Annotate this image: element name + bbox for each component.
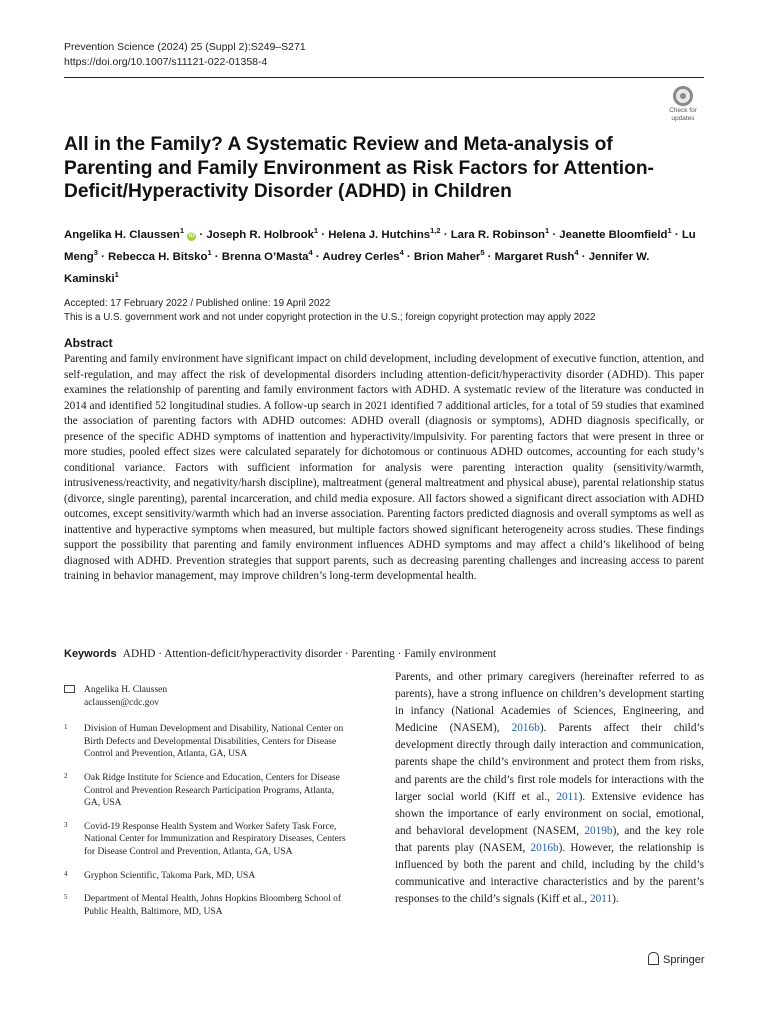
author-affiliation-mark: 3 — [93, 248, 98, 258]
affiliation — [64, 723, 354, 761]
author[interactable] — [450, 226, 550, 241]
publisher-name: Springer — [663, 954, 705, 966]
affiliation-text: Covid-19 Response Health System and Worker Safety Task Force, National Center for Immunization and Respiratory Diseases, Centers for Disease Control and Prevention, Atlanta, GA, USA — [84, 821, 346, 857]
citation-link[interactable]: 2011 — [589, 893, 613, 906]
author[interactable] — [64, 226, 196, 241]
intro-text: ). Extensive evidence has shown the importance of early environment on social, emotional, and behavioral development (NASEM, — [395, 790, 704, 837]
accepted-published-line: Accepted: 17 February 2022 / Published online: 19 April 2022 — [64, 298, 331, 309]
affiliation-number: 1 — [64, 723, 68, 732]
abstract-heading: Abstract — [64, 336, 113, 350]
author-separator: · — [403, 251, 414, 264]
intro-text: ). However, the relationship is influenced by both the parent and child, including by the child’s communicative and interactive characteristics and by the parent’s responses to the child’s signals (Kiff et al., — [395, 841, 704, 906]
author-affiliation-mark: 4 — [308, 248, 313, 258]
affiliation — [64, 893, 354, 918]
author-affiliation-mark: 1 — [179, 226, 185, 235]
affiliation-text: Division of Human Development and Disability, National Center on Birth Defects and Developmental Disabilities, Centers for Disease Control and Prevention, Atlanta, GA, USA — [84, 724, 344, 760]
affiliation-text: Gryphon Scientific, Takoma Park, MD, USA — [84, 870, 256, 881]
citation-link[interactable]: 2016b — [530, 841, 559, 854]
author-affiliation-mark: 1 — [313, 226, 319, 235]
author-name: Audrey Cerles — [322, 251, 400, 264]
intro-text: ). Parents affect their child’s development directly through daily interaction and communication, parents shape the child’s environment and protect them from risks, and parents are the child’s first role models for interactions with the larger social world (Kiff et al., — [395, 722, 704, 803]
author-name: Lara R. Robinson — [450, 228, 545, 241]
author-affiliation-mark: 1 — [667, 226, 672, 235]
footnotes-column — [64, 684, 354, 929]
citation-link[interactable]: 2019b — [584, 824, 613, 837]
author[interactable] — [322, 248, 404, 264]
affiliation — [64, 870, 354, 883]
author[interactable] — [328, 226, 441, 241]
author-name: Margaret Rush — [494, 251, 575, 264]
author[interactable] — [206, 226, 319, 241]
copyright-line: This is a U.S. government work and not under copyright protection in the U.S.; foreign copyright protection may apply 2022 — [64, 312, 596, 323]
author-name: Brion Maher — [413, 251, 481, 264]
corresponding-author — [64, 684, 354, 709]
header-rule — [64, 77, 704, 78]
keywords-text: ADHD · Attention-deficit/hyperactivity disorder · Parenting · Family environment — [122, 648, 497, 660]
author-separator: · — [211, 251, 222, 264]
journal-citation: Prevention Science (2024) 25 (Suppl 2):S249–S271 — [64, 41, 306, 53]
author-separator: · — [312, 251, 323, 264]
author-name: Joseph R. Holbrook — [206, 228, 314, 241]
abstract-body: Parenting and family environment have significant impact on child development, including development of executive function, attention, and self-regulation, and may affect the risk of developmental disorders including attention-deficit/hyperactivity disorder (ADHD). This paper examines the relationship of parenting and family environment factors with ADHD. A systematic review of the literature was conducted in 2014 and identified 52 longitudinal studies. A follow-up search in 2021 identified 7 additional articles, for a total of 59 studies that examined the association of parenting factors with ADHD outcomes: ADHD overall (diagnosis or symptoms), ADHD diagnosis specifically, or presence of the specific ADHD symptoms of inattention and hyperactivity/impulsivity. For parenting factors that were present in three or more studies, pooled effect sizes were calculated separately for dichotomous or continuous ADHD outcomes, accounting for each study’s conditional variance. Factors with sufficient information for analysis were parenting interaction quality (sensitivity/warmth, intrusiveness/reactivity, and negativity/harsh discipline), maltreatment (general maltreatment and physical abuse), parental relationship status (divorce, single parenting), parental incarceration, and child media exposure. All factors showed a significant direct association with ADHD outcomes, except sensitivity/warmth which had an inverse association. Parenting factors predicted diagnosis and overall symptoms as well as inattentive and hyperactive symptoms when measured, but multiple factors showed significant heterogeneity across studies. These findings support the possibility that parenting and family environment influences ADHD symptoms and may affect a child’s likelihood of being diagnosed with ADHD. Prevention strategies that support parents, such as decreasing parenting challenges and increasing access to parent training in behavior management, may improve children’s long-term developmental health. — [64, 353, 704, 582]
paper-title: All in the Family? A Systematic Review and Meta-analysis of Parenting and Family Environment as Risk Factors for Attention-Deficit/Hyperactivity Disorder (ADHD) in Children — [64, 134, 654, 202]
author-name: Rebecca H. Bitsko — [108, 251, 208, 264]
author-separator: · — [196, 228, 207, 241]
author-separator: · — [671, 228, 682, 241]
envelope-icon — [64, 684, 84, 709]
author-affiliation-mark: 4 — [399, 248, 404, 258]
author-separator: · — [97, 251, 109, 264]
author-separator: · — [440, 228, 451, 241]
intro-text: ). — [612, 893, 619, 906]
affiliation-number: 5 — [64, 893, 68, 902]
citation-link[interactable]: 2011 — [556, 790, 579, 803]
author-name: Helena J. Hutchins — [328, 228, 431, 241]
author-affiliation-mark: 1 — [207, 248, 212, 258]
author-affiliation-mark: 1 — [114, 270, 119, 280]
author-affiliation-mark: 4 — [574, 248, 579, 258]
doi-link[interactable]: https://doi.org/10.1007/s11121-022-01358-4 — [64, 56, 268, 68]
author-separator: · — [318, 228, 329, 241]
author-name: Angelika H. Claussen — [64, 228, 180, 241]
badge-line-2: updates — [671, 115, 695, 122]
contact-email[interactable]: aclaussen@cdc.gov — [84, 697, 159, 708]
intro-text: Parents, and other primary caregivers (hereinafter referred to as parents), have a strong influence on children’s development starting in infancy (National Academies of Sciences, Engineering, and Medicine (NASEM), — [395, 671, 704, 735]
author-name: Brenna O’Masta — [221, 251, 309, 264]
affiliation-number: 2 — [64, 771, 68, 780]
affiliation-text: Department of Mental Health, Johns Hopkins Bloomberg School of Public Health, Baltimore, MD, USA — [84, 894, 342, 917]
keywords-label: Keywords — [64, 648, 117, 660]
author-separator: · — [549, 228, 560, 241]
affiliation — [64, 821, 354, 859]
badge-line-1: Check for — [669, 107, 697, 114]
contact-name: Angelika H. Claussen — [84, 685, 168, 695]
author-separator: · — [484, 251, 495, 264]
introduction-text — [395, 669, 704, 908]
author-separator: · — [578, 251, 589, 264]
author[interactable] — [494, 248, 579, 264]
author[interactable] — [108, 248, 212, 264]
author-name: Jeanette Bloomfield — [559, 228, 668, 241]
author-name: Jennifer W. Kaminski — [64, 251, 650, 286]
check-updates-icon — [673, 86, 693, 106]
intro-text: ), and the key role that parents play (NASEM, — [395, 824, 705, 854]
author-list — [64, 222, 704, 289]
orcid-icon[interactable]: iD — [188, 232, 195, 239]
citation-link[interactable]: 2016b — [511, 722, 540, 735]
check-for-updates-badge[interactable] — [664, 86, 702, 124]
affiliation-number: 3 — [64, 820, 68, 829]
author-affiliation-mark: 1 — [544, 226, 550, 235]
author-affiliation-mark: 5 — [480, 248, 485, 258]
author[interactable] — [559, 226, 672, 241]
journal-header — [64, 40, 306, 70]
author[interactable] — [413, 248, 485, 264]
author[interactable] — [221, 248, 313, 264]
author-affiliation-mark: 1,2 — [430, 226, 441, 235]
affiliation-text: Oak Ridge Institute for Science and Education, Centers for Disease Control and Prevention Research Participation Programs, Atlanta, GA, USA — [84, 772, 340, 809]
affiliation-number: 4 — [64, 869, 68, 878]
keywords — [64, 647, 704, 662]
publisher-footer — [648, 952, 705, 966]
publication-dates — [64, 297, 596, 325]
springer-horse-icon — [648, 952, 659, 965]
affiliation-list — [64, 723, 354, 918]
affiliation — [64, 772, 354, 810]
author-name: Lu Meng — [64, 228, 696, 264]
